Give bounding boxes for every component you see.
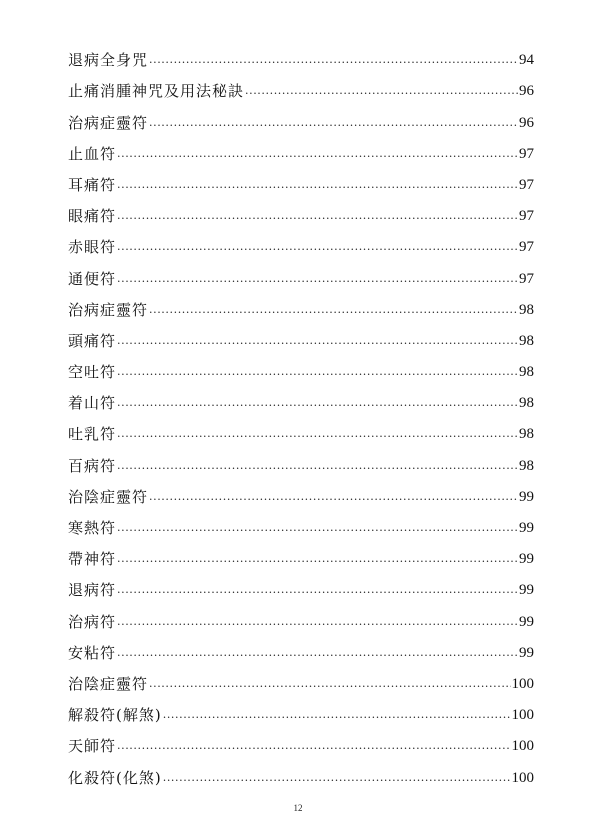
toc-entry[interactable] <box>68 319 534 350</box>
table-of-contents <box>68 38 534 787</box>
toc-dot-leader <box>163 708 511 722</box>
toc-entry-page: 99 <box>519 644 534 661</box>
toc-entry-title: 赤眼符 <box>68 238 117 257</box>
toc-entry-title: 止血符 <box>68 144 117 163</box>
toc-dot-leader <box>117 521 518 535</box>
toc-entry-title: 吐乳符 <box>68 425 117 444</box>
toc-entry[interactable] <box>68 724 534 755</box>
toc-dot-leader <box>117 615 518 629</box>
toc-entry-page: 98 <box>519 301 534 318</box>
toc-entry-page: 99 <box>519 613 534 630</box>
toc-dot-leader <box>163 771 511 785</box>
toc-entry[interactable] <box>68 163 534 194</box>
toc-entry-page: 98 <box>519 426 534 443</box>
toc-entry[interactable] <box>68 350 534 381</box>
toc-entry-title: 止痛消腫神咒及用法秘訣 <box>68 82 245 101</box>
toc-entry-page: 94 <box>519 52 534 69</box>
toc-entry-title: 解殺符(解煞) <box>68 706 162 725</box>
toc-dot-leader <box>117 178 518 192</box>
toc-dot-leader <box>149 53 518 67</box>
toc-entry-title: 帶神符 <box>68 550 117 569</box>
toc-entry-title: 眼痛符 <box>68 207 117 226</box>
toc-dot-leader <box>149 116 518 130</box>
toc-dot-leader <box>117 272 518 286</box>
toc-dot-leader <box>117 334 518 348</box>
toc-entry-title: 空吐符 <box>68 363 117 382</box>
toc-dot-leader <box>117 459 518 473</box>
toc-dot-leader <box>149 677 510 691</box>
toc-entry[interactable] <box>68 256 534 287</box>
toc-entry-title: 退病符 <box>68 581 117 600</box>
toc-entry-title: 耳痛符 <box>68 175 117 194</box>
toc-entry-page: 97 <box>519 176 534 193</box>
toc-entry-page: 96 <box>519 114 534 131</box>
toc-entry-page: 97 <box>519 270 534 287</box>
toc-entry-page: 99 <box>519 551 534 568</box>
toc-dot-leader <box>149 303 518 317</box>
toc-entry[interactable] <box>68 381 534 412</box>
toc-dot-leader <box>117 427 518 441</box>
toc-dot-leader <box>117 240 518 254</box>
toc-dot-leader <box>245 84 518 98</box>
toc-entry-page: 97 <box>519 239 534 256</box>
toc-dot-leader <box>117 365 518 379</box>
toc-entry[interactable] <box>68 662 534 693</box>
toc-entry[interactable] <box>68 506 534 537</box>
toc-entry[interactable] <box>68 288 534 319</box>
toc-entry-title: 治陰症靈符 <box>68 674 149 693</box>
toc-entry-title: 寒熱符 <box>68 519 117 537</box>
toc-entry-title: 治病症靈符 <box>68 113 149 132</box>
toc-dot-leader <box>117 209 518 223</box>
toc-entry[interactable] <box>68 693 534 724</box>
toc-entry[interactable] <box>68 194 534 225</box>
toc-entry-page: 98 <box>519 457 534 474</box>
toc-entry[interactable] <box>68 225 534 256</box>
toc-dot-leader <box>117 396 518 410</box>
toc-entry-page: 99 <box>519 488 534 505</box>
toc-entry-page: 99 <box>519 520 534 536</box>
toc-entry-page: 96 <box>519 83 534 100</box>
toc-entry[interactable] <box>68 568 534 599</box>
toc-entry-title: 退病全身咒 <box>68 51 149 70</box>
toc-dot-leader <box>117 583 518 597</box>
toc-entry[interactable] <box>68 599 534 630</box>
toc-entry-title: 頭痛符 <box>68 331 117 350</box>
toc-entry[interactable] <box>68 475 534 506</box>
toc-entry-page: 100 <box>511 769 534 786</box>
toc-entry-page: 98 <box>519 332 534 349</box>
toc-entry-page: 99 <box>519 582 534 599</box>
toc-entry-page: 100 <box>511 707 534 724</box>
toc-entry[interactable] <box>68 38 534 69</box>
toc-entry[interactable] <box>68 412 534 443</box>
toc-dot-leader <box>117 147 518 161</box>
toc-entry-title: 安粘符 <box>68 643 117 662</box>
toc-entry[interactable] <box>68 755 534 786</box>
toc-entry[interactable] <box>68 443 534 474</box>
toc-entry[interactable] <box>68 132 534 163</box>
toc-entry-title: 通便符 <box>68 269 117 288</box>
toc-entry-page: 97 <box>519 145 534 162</box>
toc-entry[interactable] <box>68 631 534 662</box>
toc-entry-page: 97 <box>519 208 534 225</box>
toc-entry-page: 100 <box>511 675 534 692</box>
toc-dot-leader <box>117 646 518 660</box>
toc-entry-page: 98 <box>519 395 534 412</box>
toc-dot-leader <box>117 552 518 566</box>
page-number: 12 <box>293 803 303 813</box>
toc-entry-page: 98 <box>519 364 534 381</box>
toc-entry-title: 百病符 <box>68 456 117 475</box>
toc-entry[interactable] <box>68 100 534 131</box>
toc-entry[interactable] <box>68 537 534 568</box>
toc-dot-leader <box>149 490 518 504</box>
toc-entry-page: 100 <box>511 738 534 755</box>
toc-entry-title: 着山符 <box>68 394 117 413</box>
toc-entry[interactable] <box>68 69 534 100</box>
toc-dot-leader <box>117 739 510 753</box>
toc-entry-title: 治陰症靈符 <box>68 487 149 506</box>
toc-entry-title: 治病症靈符 <box>68 300 149 319</box>
toc-entry-title: 化殺符(化煞) <box>68 768 162 787</box>
toc-entry-title: 治病符 <box>68 612 117 631</box>
toc-entry-title: 天師符 <box>68 737 117 756</box>
